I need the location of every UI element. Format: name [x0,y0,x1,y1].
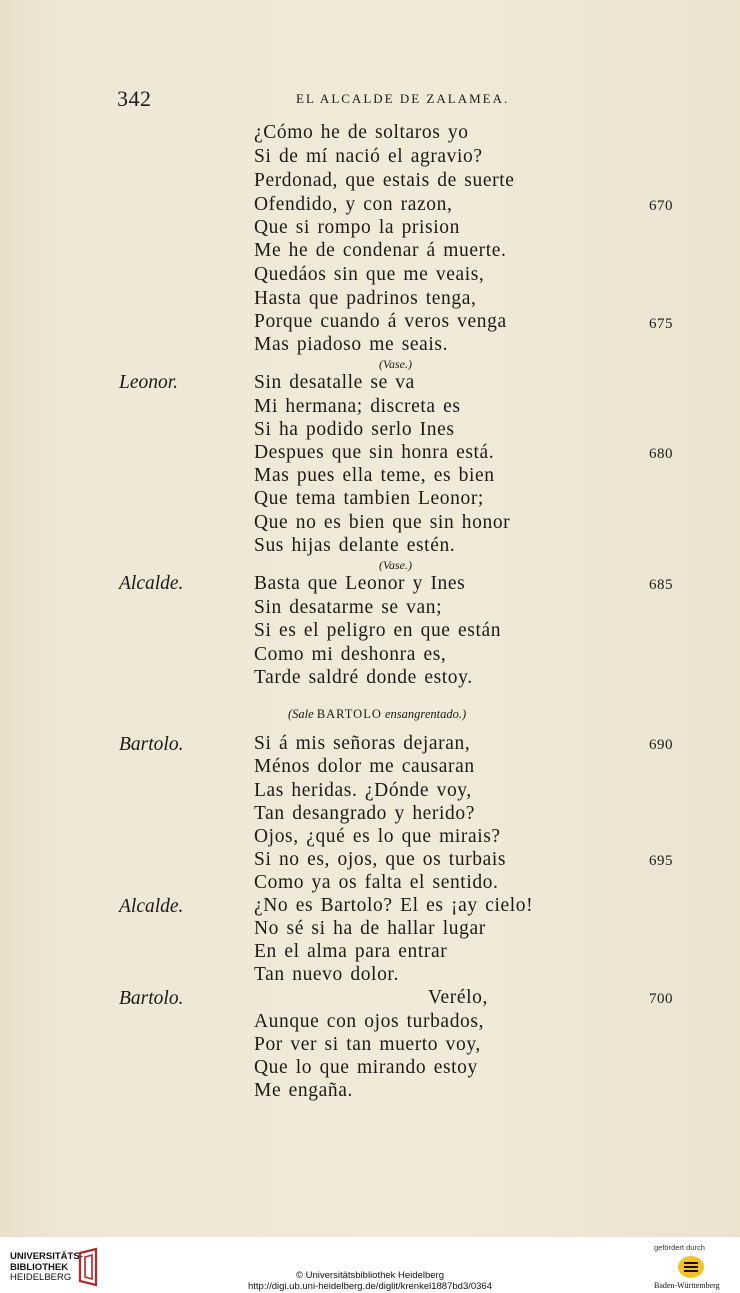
verse-line: Ojos, ¿qué es lo que mirais? [254,826,501,847]
verse-line: ¿No es Bartolo? El es ¡ay cielo! [254,895,534,916]
verse-line: Si á mis señoras dejaran, [254,733,471,754]
line-number: 685 [649,577,673,593]
verse-line: Por ver si tan muerto voy, [254,1034,481,1055]
stage-direction: (Vase.) [379,558,412,572]
line-number: 700 [649,991,673,1007]
speaker-name: Bartolo. [119,988,184,1009]
funder-label: gefördert durch [654,1243,705,1252]
stage-direction-open: (Sale [288,707,314,721]
verse-line: Hasta que padrinos tenga, [254,288,477,309]
verse-line: Ménos dolor me causaran [254,756,475,777]
funder-logo-icon [676,1254,706,1280]
speaker-name: Bartolo. [119,734,184,755]
verse-line: Que lo que mirando estoy [254,1057,478,1078]
stage-direction [288,707,466,722]
line-number: 670 [649,198,673,214]
verse-line: Si de mí nació el agravio? [254,146,483,167]
verse-line: Que tema tambien Leonor; [254,488,484,509]
line-number: 695 [649,853,673,869]
verse-line: Mas pues ella teme, es bien [254,465,495,486]
verse-line: Sin desatarme se van; [254,597,443,618]
stage-direction-state: ensangrentado.) [385,707,467,721]
verse-line: Verélo, [428,987,488,1008]
verse-line: Si ha podido serlo Ines [254,419,455,440]
line-number: 690 [649,737,673,753]
library-name-line: HEIDELBERG [10,1272,72,1283]
verse-line: Perdonad, que estais de suerte [254,170,515,191]
verse-line: Tarde saldré donde estoy. [254,667,473,688]
verse-line: Me he de condenar á muerte. [254,240,507,261]
verse-line: En el alma para entrar [254,941,448,962]
page-number: 342 [117,86,152,111]
verse-line: Mi hermana; discreta es [254,396,461,417]
verse-line: Aunque con ojos turbados, [254,1011,485,1032]
verse-line: Me engaña. [254,1080,353,1101]
library-name-line: BIBLIOTHEK [10,1261,69,1273]
verse-line: Sin desatalle se va [254,372,415,393]
line-number: 675 [649,316,673,332]
speaker-name: Alcalde. [119,896,184,917]
verse-line: Quedáos sin que me veais, [254,264,485,285]
verse-line: Porque cuando á veros venga [254,311,507,332]
verse-line: Que si rompo la prision [254,217,460,238]
line-number: 680 [649,446,673,462]
copyright-notice: © Universitätsbibliothek Heidelberg [296,1270,444,1281]
speaker-name: Leonor. [119,372,179,393]
verse-line: Tan nuevo dolor. [254,964,399,985]
verse-line: Que no es bien que sin honor [254,512,511,533]
verse-line: ¿Cómo he de soltaros yo [254,122,469,143]
verse-line: Tan desangrado y herido? [254,803,475,824]
stage-direction-character: BARTOLO [316,707,382,721]
verse-line: Sus hijas delante estén. [254,535,456,556]
verse-line: Basta que Leonor y Ines [254,573,466,594]
verse-line: Como ya os falta el sentido. [254,872,499,893]
verse-line: Mas piadoso me seais. [254,334,449,355]
verse-line: Como mi deshonra es, [254,644,447,665]
verse-line: Las heridas. ¿Dónde voy, [254,780,472,801]
verse-line: No sé si ha de hallar lugar [254,918,486,939]
verse-line: Si no es, ojos, que os turbais [254,849,507,870]
stage-direction: (Vase.) [379,357,412,371]
permalink-url[interactable]: http://digi.ub.uni-heidelberg.de/diglit/krenkel1887bd3/0364 [247,1281,492,1292]
verse-line: Si es el peligro en que están [254,620,502,641]
verse-line: Ofendido, y con razon, [254,194,453,215]
library-name-line: UNIVERSITÄTS- [10,1251,83,1262]
running-title: EL ALCALDE DE ZALAMEA. [296,91,510,106]
verse-line: Despues que sin honra está. [254,442,495,463]
funder-name: Baden-Württemberg [654,1281,720,1290]
speaker-name: Alcalde. [119,573,184,594]
